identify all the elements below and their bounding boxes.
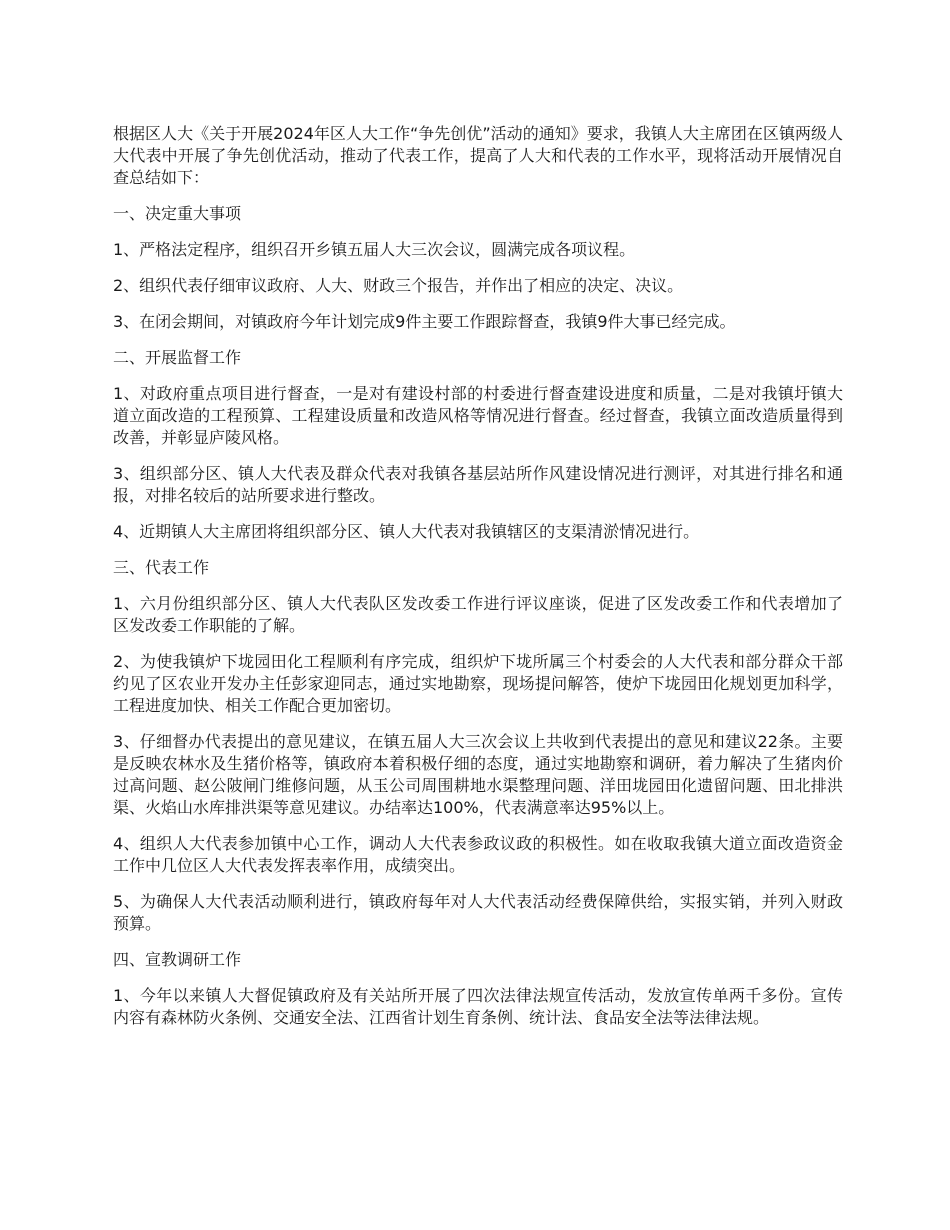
document-body xyxy=(113,123,843,1043)
intro-paragraph: 根据区人大《关于开展2024年区人大工作“争先创优”活动的通知》要求，我镇人大主席团在区镇两级人大代表中开展了争先创优活动，推动了代表工作，提高了人大和代表的工作水平，现将活动开展情况自查总结如下： xyxy=(113,124,843,187)
section-1-item-3: 3、在闭会期间，对镇政府今年计划完成9件主要工作跟踪督查，我镇9件大事已经完成。 xyxy=(113,312,736,331)
section-4-item-1: 1、今年以来镇人大督促镇政府及有关站所开展了四次法律法规宣传活动，发放宣传单两千多份。宣传内容有森林防火条例、交通安全法、江西省计划生育条例、统计法、食品安全法等法律法规。 xyxy=(113,986,843,1027)
section-3-item-5: 5、为确保人大代表活动顺利进行，镇政府每年对人大代表活动经费保障供给，实报实销，并列入财政预算。 xyxy=(113,892,843,933)
section-2-item-3: 4、近期镇人大主席团将组织部分区、镇人大代表对我镇辖区的支渠清淤情况进行。 xyxy=(113,522,700,541)
section-2-item-2: 3、组织部分区、镇人大代表及群众代表对我镇各基层站所作风建设情况进行测评，对其进行排名和通报，对排名较后的站所要求进行整改。 xyxy=(113,464,843,505)
section-1-item-1: 1、严格法定程序，组织召开乡镇五届人大三次会议，圆满完成各项议程。 xyxy=(113,240,636,259)
section-3-item-3: 3、仔细督办代表提出的意见建议，在镇五届人大三次会议上共收到代表提出的意见和建议22条。主要是反映农林水及生猪价格等，镇政府本着积极仔细的态度，通过实地勘察和调研，着力解决了生猪肉价过高问题、赵公陂闸门维修问题，从玉公司周围耕地水渠整理问题、洋田垅园田化遗留问题、田北排洪渠、火焰山水库排洪渠等意见建议。办结率达100%，代表满意率达95%以上。 xyxy=(113,732,843,817)
section-3-item-2: 2、为使我镇炉下垅园田化工程顺利有序完成，组织炉下垅所属三个村委会的人大代表和部分群众干部约见了区农业开发办主任彭家迎同志，通过实地勘察，现场提问解答，使炉下垅园田化规划更加科学，工程进度加快、相关工作配合更加密切。 xyxy=(113,652,843,715)
section-heading-1: 一、决定重大事项 xyxy=(113,204,242,223)
section-1-item-2: 2、组织代表仔细审议政府、人大、财政三个报告，并作出了相应的决定、决议。 xyxy=(113,276,684,295)
section-3-item-4: 4、组织人大代表参加镇中心工作，调动人大代表参政议政的积极性。如在收取我镇大道立面改造资金工作中几位区人大代表发挥表率作用，成绩突出。 xyxy=(113,834,843,875)
section-heading-2: 二、开展监督工作 xyxy=(113,348,242,367)
section-heading-3: 三、代表工作 xyxy=(113,558,210,577)
section-2-item-1: 1、对政府重点项目进行督查，一是对有建设村部的村委进行督查建设进度和质量，二是对我镇圩镇大道立面改造的工程预算、工程建设质量和改造风格等情况进行督查。经过督查，我镇立面改造质量得到改善，并彰显庐陵风格。 xyxy=(113,384,843,447)
section-3-item-1: 1、六月份组织部分区、镇人大代表队区发改委工作进行评议座谈，促进了区发改委工作和代表增加了区发改委工作职能的了解。 xyxy=(113,594,843,635)
section-heading-4: 四、宣教调研工作 xyxy=(113,950,242,969)
